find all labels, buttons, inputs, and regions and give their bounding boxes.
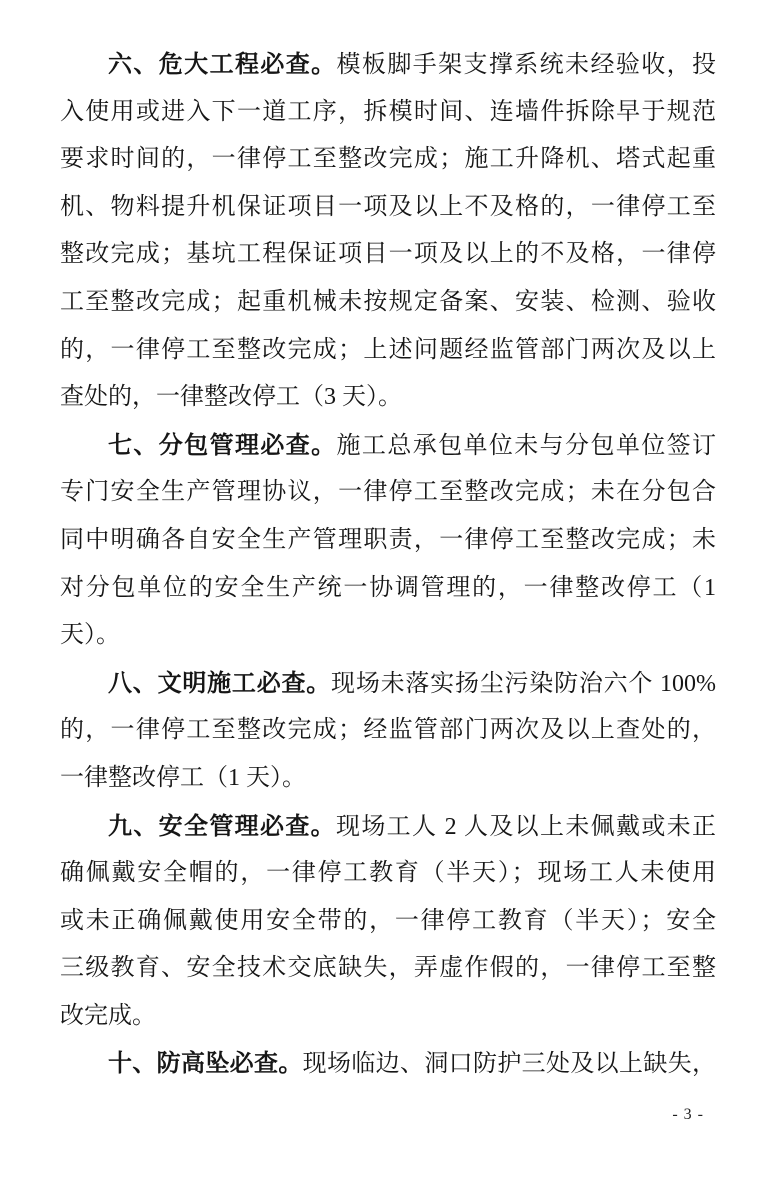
text-line — [60, 422, 716, 470]
text-line: 查处的，一律整改停工（3 天）。 — [60, 384, 402, 411]
section-body-text: 现场工人 2 人及以上未佩戴或未正 — [336, 813, 716, 840]
section-body-text: 现场未落实扬尘污染防治六个 100% — [331, 670, 716, 697]
text-line: 专门安全生产管理协议，一律停工至整改完成；未在分包合 — [60, 479, 716, 506]
text-line: 同中明确各自安全生产管理职责，一律停工至整改完成；未 — [60, 526, 716, 553]
text-block — [60, 41, 716, 1088]
text-line: 机、物料提升机保证项目一项及以上不及格的，一律停工至 — [60, 193, 716, 220]
section-body-text: 模板脚手架支撑系统未经验收，投 — [336, 52, 716, 78]
text-line: 要求时间的，一律停工至整改完成；施工升降机、塔式起重 — [60, 146, 716, 173]
text-line — [60, 1040, 716, 1088]
text-line: 的，一律停工至整改完成；经监管部门两次及以上查处的， — [60, 717, 716, 744]
text-line — [60, 660, 716, 708]
text-line: 或未正确佩戴使用安全带的，一律停工教育（半天）；安全 — [60, 907, 716, 934]
paragraph — [60, 660, 716, 803]
text-line: 工至整改完成；起重机械未按规定备案、安装、检测、验收 — [60, 288, 716, 315]
text-line: 对分包单位的安全生产统一协调管理的，一律整改停工（1 — [60, 574, 716, 601]
paragraph — [60, 803, 716, 1041]
text-line: 一律整改停工（1 天）。 — [60, 764, 306, 791]
section-heading: 七、分包管理必查。 — [108, 431, 337, 459]
paragraph — [60, 422, 716, 660]
text-line — [60, 41, 716, 89]
section-body-text: 施工总承包单位未与分包单位签订 — [336, 432, 716, 459]
text-line: 的，一律停工至整改完成；上述问题经监管部门两次及以上 — [60, 336, 716, 363]
page-number: - 3 - — [672, 1106, 704, 1123]
text-line: 三级教育、安全技术交底缺失，弄虚作假的，一律停工至整 — [60, 955, 716, 982]
text-line: 入使用或进入下一道工序，拆模时间、连墙件拆除早于规范 — [60, 98, 716, 125]
section-heading: 六、危大工程必查。 — [108, 51, 337, 78]
paragraph — [60, 41, 716, 422]
section-heading: 九、安全管理必查。 — [108, 812, 336, 840]
text-line: 确佩戴安全帽的，一律停工教育（半天）；现场工人未使用 — [60, 860, 716, 887]
section-heading: 八、文明施工必查。 — [108, 669, 332, 697]
paragraph — [60, 1040, 716, 1088]
text-line: 天）。 — [60, 622, 120, 649]
text-line: 改完成。 — [60, 1002, 156, 1029]
text-line: 整改完成；基坑工程保证项目一项及以上的不及格，一律停 — [60, 241, 716, 268]
text-line — [60, 803, 716, 851]
section-heading: 十、防高坠必查。 — [108, 1050, 303, 1078]
section-body-text: 现场临边、洞口防护三处及以上缺失， — [302, 1051, 716, 1078]
